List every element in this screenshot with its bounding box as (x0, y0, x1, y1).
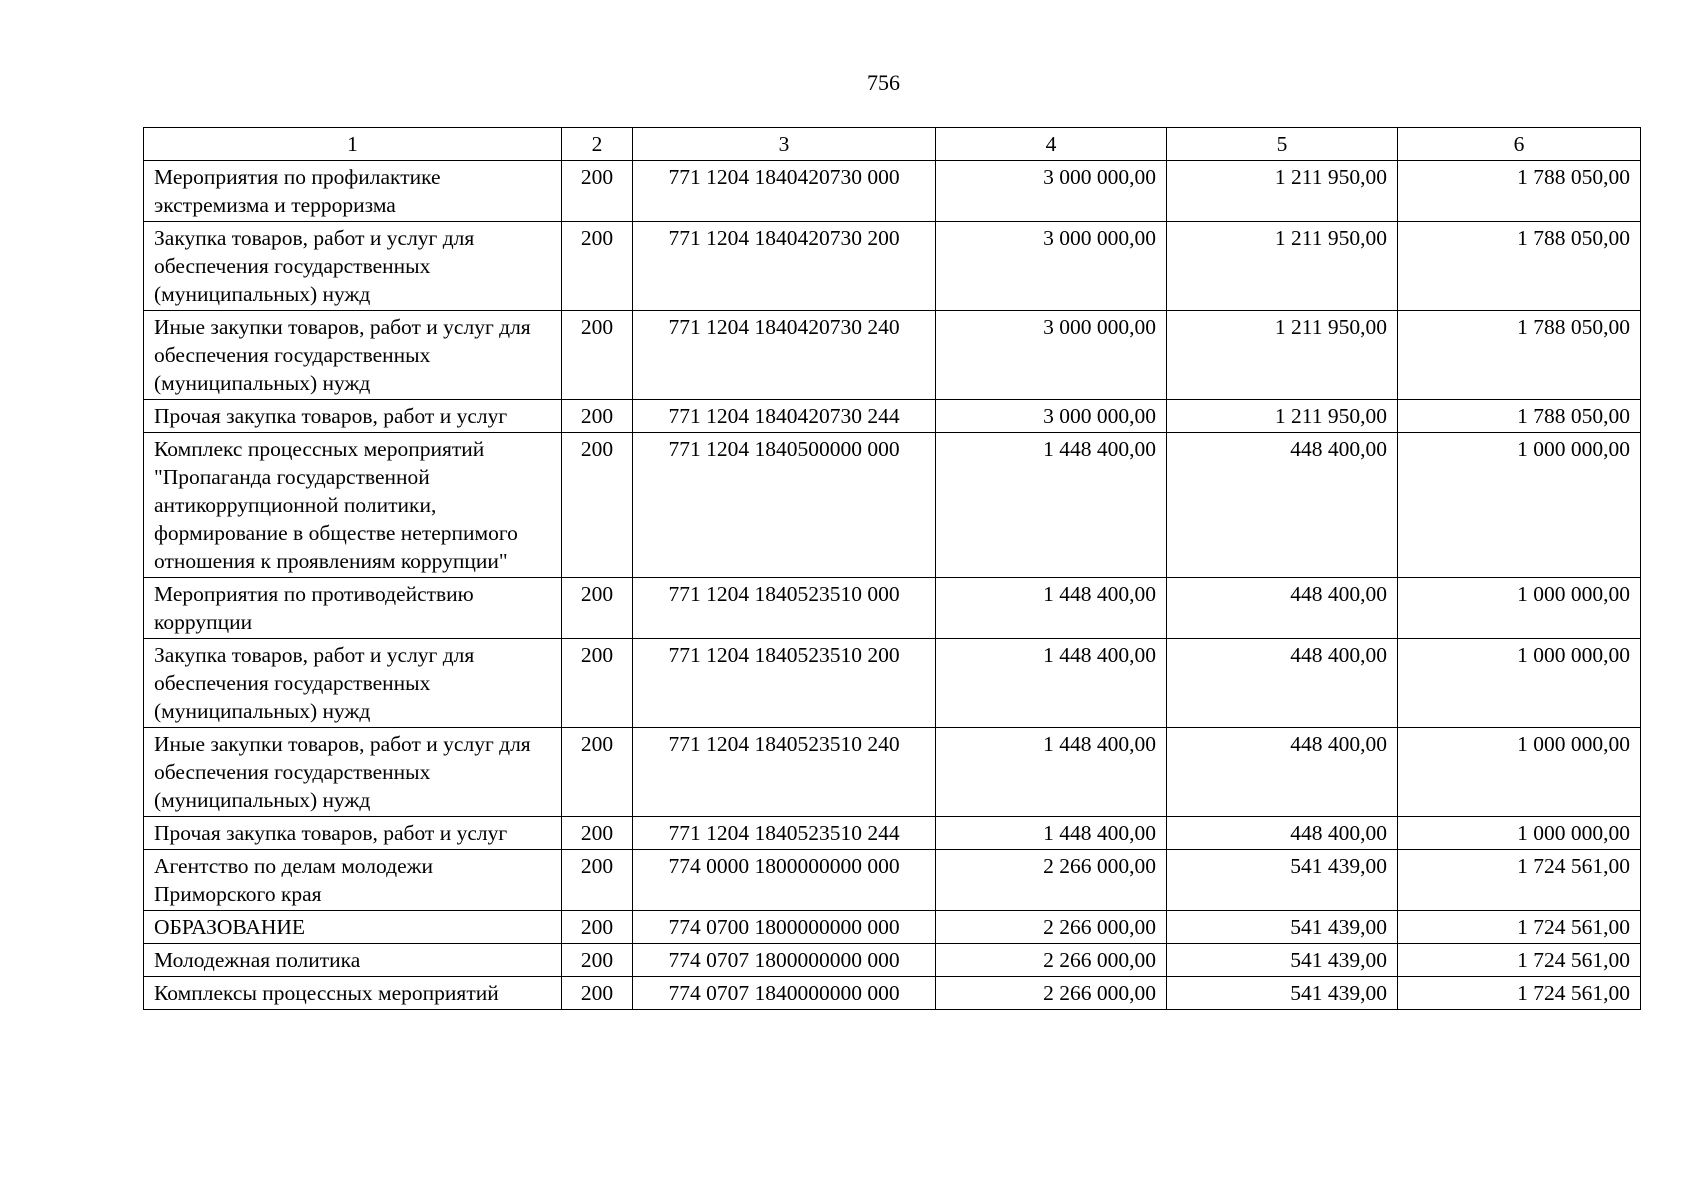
row-value-5: 1 211 950,00 (1167, 222, 1398, 311)
row-group: 200 (562, 161, 633, 222)
row-code: 774 0707 1840000000 000 (633, 977, 936, 1010)
page-number: 756 (867, 70, 900, 95)
row-name: Прочая закупка товаров, работ и услуг (144, 400, 562, 433)
row-value-6: 1 724 561,00 (1398, 977, 1641, 1010)
row-group: 200 (562, 817, 633, 850)
row-value-6: 1 000 000,00 (1398, 728, 1641, 817)
row-value-6: 1 724 561,00 (1398, 850, 1641, 911)
row-value-5: 448 400,00 (1167, 639, 1398, 728)
row-value-5: 448 400,00 (1167, 433, 1398, 578)
row-value-4: 3 000 000,00 (936, 311, 1167, 400)
column-header: 5 (1167, 128, 1398, 161)
column-header: 3 (633, 128, 936, 161)
row-code: 771 1204 1840500000 000 (633, 433, 936, 578)
row-name: Прочая закупка товаров, работ и услуг (144, 817, 562, 850)
table-row (144, 222, 1641, 311)
row-code: 771 1204 1840420730 244 (633, 400, 936, 433)
row-group: 200 (562, 400, 633, 433)
row-group: 200 (562, 433, 633, 578)
table-row (144, 977, 1641, 1010)
row-value-6: 1 788 050,00 (1398, 222, 1641, 311)
row-value-6: 1 788 050,00 (1398, 400, 1641, 433)
row-value-5: 1 211 950,00 (1167, 311, 1398, 400)
row-value-4: 3 000 000,00 (936, 222, 1167, 311)
row-value-4: 1 448 400,00 (936, 639, 1167, 728)
row-value-6: 1 000 000,00 (1398, 639, 1641, 728)
row-value-4: 2 266 000,00 (936, 911, 1167, 944)
column-header: 6 (1398, 128, 1641, 161)
row-group: 200 (562, 977, 633, 1010)
row-value-4: 1 448 400,00 (936, 817, 1167, 850)
row-code: 774 0707 1800000000 000 (633, 944, 936, 977)
table-row (144, 433, 1641, 578)
row-name: Иные закупки товаров, работ и услуг для обеспечения государственных (муниципальных) нужд (144, 728, 562, 817)
row-group: 200 (562, 911, 633, 944)
row-name: Иные закупки товаров, работ и услуг для обеспечения государственных (муниципальных) нужд (144, 311, 562, 400)
row-value-4: 2 266 000,00 (936, 977, 1167, 1010)
row-value-5: 448 400,00 (1167, 578, 1398, 639)
row-value-4: 3 000 000,00 (936, 161, 1167, 222)
row-value-5: 541 439,00 (1167, 977, 1398, 1010)
row-name: Комплексы процессных мероприятий (144, 977, 562, 1010)
row-code: 771 1204 1840420730 240 (633, 311, 936, 400)
row-value-6: 1 000 000,00 (1398, 433, 1641, 578)
row-group: 200 (562, 222, 633, 311)
row-code: 771 1204 1840523510 200 (633, 639, 936, 728)
row-value-4: 1 448 400,00 (936, 578, 1167, 639)
table-row (144, 911, 1641, 944)
row-group: 200 (562, 578, 633, 639)
row-value-5: 541 439,00 (1167, 944, 1398, 977)
column-header: 2 (562, 128, 633, 161)
row-value-4: 2 266 000,00 (936, 944, 1167, 977)
header-row (144, 128, 1641, 161)
row-name: Закупка товаров, работ и услуг для обеспечения государственных (муниципальных) нужд (144, 639, 562, 728)
row-value-4: 1 448 400,00 (936, 728, 1167, 817)
row-value-4: 1 448 400,00 (936, 433, 1167, 578)
row-code: 771 1204 1840523510 244 (633, 817, 936, 850)
row-name: ОБРАЗОВАНИЕ (144, 911, 562, 944)
row-value-5: 1 211 950,00 (1167, 400, 1398, 433)
budget-table (143, 127, 1641, 1010)
row-value-6: 1 724 561,00 (1398, 911, 1641, 944)
row-name: Закупка товаров, работ и услуг для обеспечения государственных (муниципальных) нужд (144, 222, 562, 311)
table-row (144, 400, 1641, 433)
row-value-4: 3 000 000,00 (936, 400, 1167, 433)
table-row (144, 850, 1641, 911)
row-value-5: 1 211 950,00 (1167, 161, 1398, 222)
row-value-5: 448 400,00 (1167, 817, 1398, 850)
row-code: 771 1204 1840420730 200 (633, 222, 936, 311)
row-value-6: 1 000 000,00 (1398, 578, 1641, 639)
row-value-6: 1 724 561,00 (1398, 944, 1641, 977)
table-row (144, 161, 1641, 222)
row-group: 200 (562, 850, 633, 911)
row-name: Мероприятия по профилактике экстремизма и терроризма (144, 161, 562, 222)
table-row (144, 578, 1641, 639)
table-row (144, 817, 1641, 850)
column-header: 1 (144, 128, 562, 161)
row-name: Мероприятия по противодействию коррупции (144, 578, 562, 639)
row-value-5: 541 439,00 (1167, 850, 1398, 911)
row-code: 771 1204 1840523510 240 (633, 728, 936, 817)
row-group: 200 (562, 639, 633, 728)
row-value-5: 448 400,00 (1167, 728, 1398, 817)
row-value-5: 541 439,00 (1167, 911, 1398, 944)
row-name: Молодежная политика (144, 944, 562, 977)
row-name: Комплекс процессных мероприятий "Пропаганда государственной антикоррупционной политики, формирование в обществе нетерпимого отношения к проявлениям коррупции" (144, 433, 562, 578)
row-value-6: 1 788 050,00 (1398, 161, 1641, 222)
row-code: 774 0000 1800000000 000 (633, 850, 936, 911)
table-row (144, 311, 1641, 400)
row-code: 771 1204 1840420730 000 (633, 161, 936, 222)
row-value-4: 2 266 000,00 (936, 850, 1167, 911)
row-value-6: 1 000 000,00 (1398, 817, 1641, 850)
row-group: 200 (562, 728, 633, 817)
row-code: 771 1204 1840523510 000 (633, 578, 936, 639)
row-name: Агентство по делам молодежи Приморского края (144, 850, 562, 911)
row-value-6: 1 788 050,00 (1398, 311, 1641, 400)
row-code: 774 0700 1800000000 000 (633, 911, 936, 944)
table-row (144, 639, 1641, 728)
column-header: 4 (936, 128, 1167, 161)
table-row (144, 944, 1641, 977)
table-row (144, 728, 1641, 817)
row-group: 200 (562, 944, 633, 977)
row-group: 200 (562, 311, 633, 400)
